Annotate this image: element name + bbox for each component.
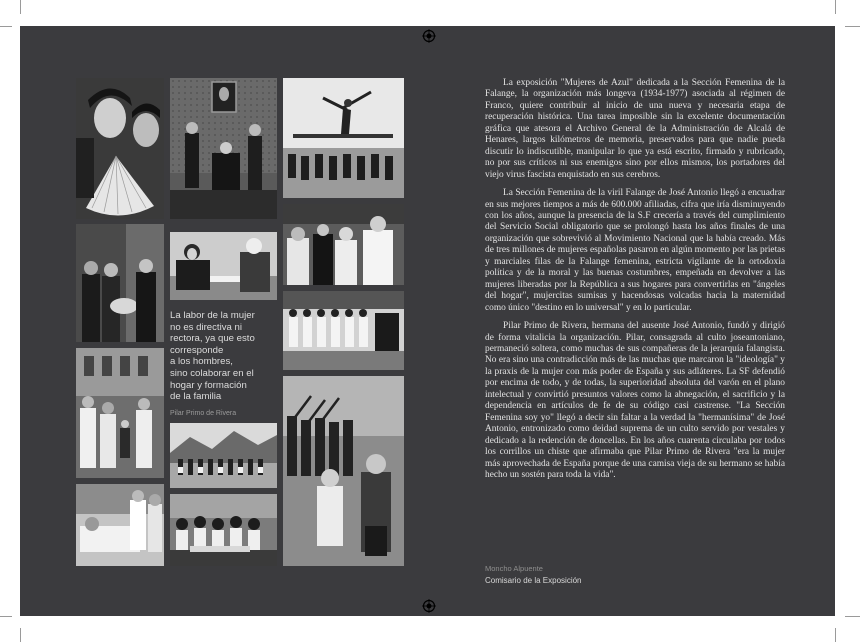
nurses-children-photo xyxy=(76,348,164,478)
article-paragraph: La Sección Femenina de la viril Falange de José Antonio llegó a encuadrar en sus mejores tiempos a más de 600.000 afiliadas, cifra que iría disminuyendo con los años, aunque la presencia de la S.F crecería a través del cumplimiento del Servicio Social obligatorio que se prolongó hasta los años finales de una organización que sobrevivió al Movimiento Nacional que la había creado. Más de tres millones de mujeres españolas pasaron en algún momento por las prietas y marciales filas de la Falange femenina, estricta vigilante de la ortodoxia política y de la moral y las buenas costumbres, empeñada en devolver a las mujeres liberadas por la República a sus hogares para convertirlas en "ángeles del hogar", mujercitas sumisas y hacendosas volcadas hacia la maternidad como único "destino en lo universal" y en lo particular. xyxy=(485,188,785,313)
quote-line: hogar y formación xyxy=(170,379,247,391)
author-name: Moncho Alpuente xyxy=(485,564,543,573)
quote-line: La labor de la mujer xyxy=(170,310,255,321)
quote-line: de la familia xyxy=(170,391,222,403)
portrait-women-fan-photo xyxy=(76,78,164,219)
registration-mark-icon xyxy=(422,29,436,43)
document-spread xyxy=(20,26,835,616)
registration-mark-icon xyxy=(422,599,436,613)
gymnast-balance-beam-photo xyxy=(283,78,404,198)
signature xyxy=(485,564,582,585)
women-office-photo xyxy=(170,78,277,219)
women-basket-photo xyxy=(76,224,164,342)
crop-mark xyxy=(835,628,836,642)
crop-mark xyxy=(845,616,860,617)
priest-communion-photo xyxy=(283,204,404,285)
mountain-parade-photo xyxy=(170,423,277,488)
workshop-photo xyxy=(170,494,277,566)
quote-line: sino colaborar en el xyxy=(170,367,254,379)
quote-line: a los hombres, xyxy=(170,356,233,368)
pull-quote xyxy=(170,310,295,419)
article-paragraph: Pilar Primo de Rivera, hermana del ausente José Antonio, fundó y dirigió de forma vitalicia la organización. Pilar, consagrada al culto joseantoniano, permaneció soltera, como muchas de sus compañeras de la jerarquía falangista. No era sino una contradicción más de las muchas que marcaron la "ideología" y la praxis de la mujer con más poder de España y sus adláteres. La SF defendió por encima de todo, y de todas, la superioridad absoluta del varón en el plano intelectual y convirtió presuntos valores como la abnegación, el sacrificio y la dependencia en artículos de fe de su código casi castrense. "La Sección Femenina soy yo" llegó a decir sin faltar a la verdad la "hermanísima" de José Antonio, entronizado como deidad suprema de un culto servido por vestales y dedicado a la redención de doncellas. En los años cuarenta circulaba por todos los corrillos un chiste que afirmaba que Pilar Primo de Rivera "era la mujer más aprovechada de España porque de una camisa vieja de su hermano se había hecho un sostén para toda la vida". xyxy=(485,321,785,480)
women-desk-photo xyxy=(170,232,277,300)
article-paragraph: La exposición "Mujeres de Azul" dedicada a la Sección Femenina de la Falange, la organización más longeva (1934-1977) asociada al régimen de Franco, quiere contribuir al inicio de una nueva y necesaria etapa de recuperación histórica. Una tarea imposible sin la excelente documentación gráfica que atesora el Archivo General de la Administración de Alcalá de Henares, largos kilómetros de memoria, preservados para que nadie pueda discutir lo indiscutible, manipular lo que ya está escrito, firmado y rubricado, no por sus críticos ni sus enemigos sino por ellos mismos, los portadores del viejo virus fascista enquistado en sus cerebros. xyxy=(485,78,785,180)
crop-mark xyxy=(0,26,12,27)
quote-line: rectora, ya que esto xyxy=(170,333,255,345)
hospital-bed-photo xyxy=(76,484,164,566)
article-body xyxy=(485,78,785,488)
crop-mark xyxy=(20,628,21,642)
crop-mark xyxy=(835,0,836,14)
salute-children-photo xyxy=(283,376,404,566)
quote-line: no es directiva ni xyxy=(170,321,242,333)
quote-line: corresponde xyxy=(170,344,224,356)
author-role: Comisario de la Exposición xyxy=(485,576,582,585)
crop-mark xyxy=(845,26,860,27)
quote-author: Pilar Primo de Rivera xyxy=(170,409,237,417)
choir-stage-photo xyxy=(283,291,404,370)
crop-mark xyxy=(0,616,12,617)
crop-mark xyxy=(20,0,21,14)
